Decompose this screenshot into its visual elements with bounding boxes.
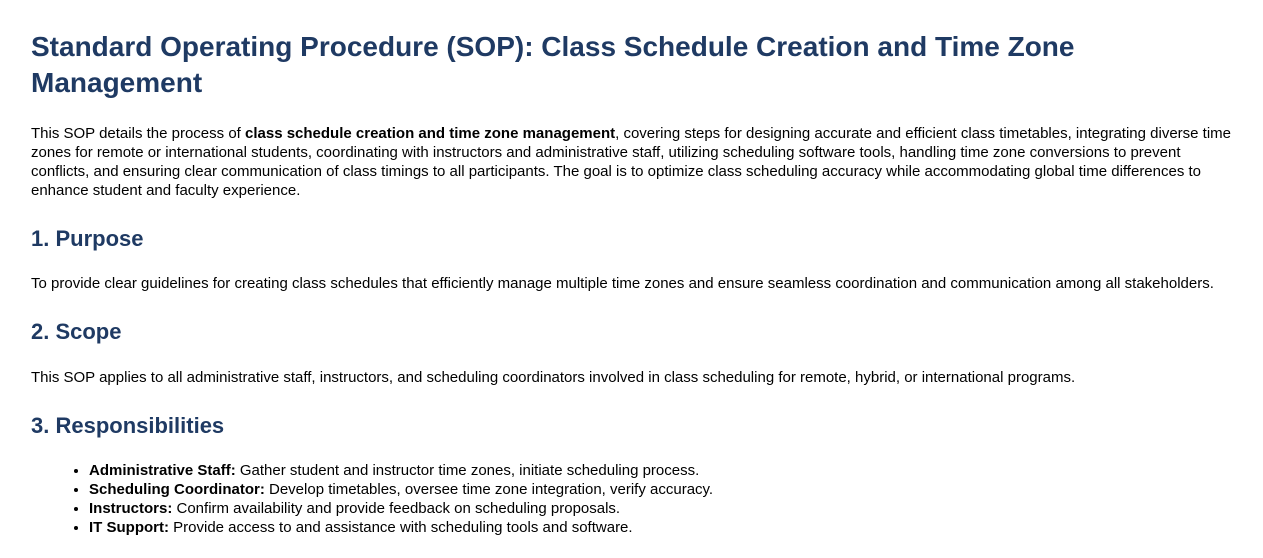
intro-text-bold-phrase: class schedule creation and time zone management (245, 124, 616, 142)
list-item (89, 461, 1232, 480)
list-item (89, 499, 1232, 518)
list-item-label: Scheduling Coordinator: (89, 480, 265, 498)
list-item-text: Confirm availability and provide feedback on scheduling proposals. (172, 499, 621, 517)
section-heading-scope: 2. Scope (31, 319, 122, 345)
list-item (89, 518, 1232, 537)
list-item-text: Develop timetables, oversee time zone integration, verify accuracy. (264, 480, 714, 498)
list-item (89, 480, 1232, 499)
section-heading-purpose: 1. Purpose (31, 225, 144, 251)
section-body-purpose: To provide clear guidelines for creating class schedules that efficiently manage multiple time zones and ensure seamless coordination and communication among all stakeholders. (31, 275, 1214, 293)
section-body-scope: This SOP applies to all administrative staff, instructors, and scheduling coordinators involved in class scheduling for remote, hybrid, or international programs. (31, 368, 1076, 386)
page-title: Standard Operating Procedure (SOP): Class Schedule Creation and Time Zone Management (31, 31, 1075, 99)
intro-text-lead: This SOP details the process of (31, 124, 245, 142)
list-item-text: Gather student and instructor time zones, initiate scheduling process. (235, 461, 700, 479)
responsibilities-list (31, 461, 1232, 537)
list-item-label: IT Support: (89, 518, 169, 536)
list-item-text: Provide access to and assistance with scheduling tools and software. (168, 518, 633, 536)
intro-text-rest: , covering steps for designing accurate and efficient class timetables, integrating diverse time zones for remote or international students, coordinating with instructors and administrative staff, utilizing scheduling software tools, handling time zone conversions to prevent conflicts, and ensuring clear communication of class timings to all participants. The goal is to optimize class scheduling accuracy while accommodating global time differences to enhance student and faculty experience. (31, 124, 1232, 199)
list-item-label: Instructors: (89, 499, 173, 517)
intro-paragraph (31, 124, 1232, 200)
section-heading-responsibilities: 3. Responsibilities (31, 412, 225, 438)
list-item-label: Administrative Staff: (89, 461, 236, 479)
